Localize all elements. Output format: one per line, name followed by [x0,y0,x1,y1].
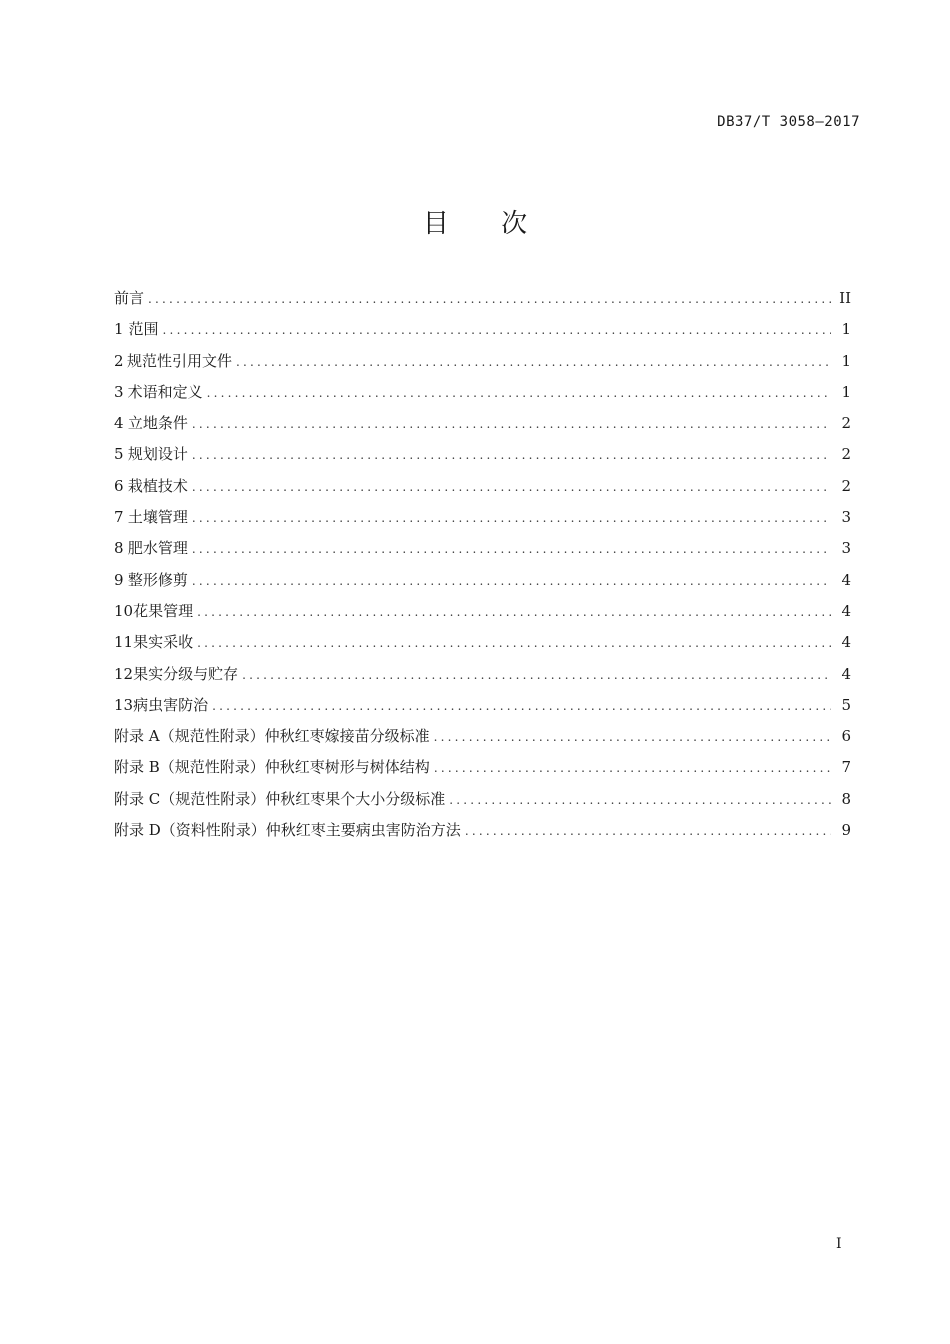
toc-entry-6[interactable] [114,474,851,505]
toc-entry-number: 7 [114,508,124,527]
dot-leader [236,350,831,374]
toc-entry-number: 5 [114,445,124,464]
toc-entry-page: 7 [841,758,851,777]
toc-entry-page: 1 [841,320,851,339]
toc-entry-10[interactable] [114,599,851,630]
toc-entry-appendix-c[interactable] [114,787,851,818]
footer-page-number: I [836,1236,842,1252]
toc-entry-label: 范围 [128,320,159,339]
toc-entry-page: 8 [841,789,851,808]
toc-entry-label: 果实采收 [133,633,194,652]
dot-leader [163,318,831,342]
toc-entry-number: 2 [114,351,124,370]
toc-entry-page: 2 [841,414,851,433]
toc-entry-9[interactable] [114,568,851,599]
dot-leader [192,537,831,561]
toc-entry-number: 9 [114,570,124,589]
dot-leader [465,819,831,843]
toc-entry-7[interactable] [114,505,851,536]
toc-entry-label: 病虫害防治 [133,695,209,714]
toc-entry-foreword[interactable] [114,286,851,317]
toc-entry-4[interactable] [114,411,851,442]
toc-entry-page: 4 [841,601,851,620]
toc-entry-label: 仲秋红枣树形与树体结构 [264,758,430,777]
toc-entry-number: 4 [114,414,124,433]
toc-entry-label: 规划设计 [127,445,188,464]
dot-leader [212,694,831,718]
toc-entry-label: 立地条件 [127,414,188,433]
toc-entry-number: 12 [114,664,134,683]
toc-entry-number: 11 [114,633,134,652]
toc-entry-label: 土壤管理 [127,508,188,527]
dot-leader [192,475,831,499]
toc-entry-label: 果实分级与贮存 [133,664,239,683]
toc-entry-appendix-b[interactable] [114,755,851,786]
toc-entry-8[interactable] [114,536,851,567]
toc-entry-page: 2 [841,476,851,495]
toc-entry-label: 花果管理 [133,601,194,620]
toc-entry-label: 仲秋红枣果个大小分级标准 [265,789,446,808]
toc-entry-number: 10 [114,601,134,620]
toc-entry-label: 肥水管理 [127,539,188,558]
dot-leader [192,412,831,436]
toc-entry-number: 6 [114,476,124,495]
toc-entry-page: 1 [841,382,851,401]
toc-entry-label: 规范性引用文件 [126,351,232,370]
toc-entry-3[interactable] [114,380,851,411]
toc-entry-page: 6 [841,727,851,746]
toc-entry-label: 整形修剪 [127,570,188,589]
page-title: 目 次 [422,209,550,239]
dot-leader [434,725,831,749]
toc-entry-label: 仲秋红枣嫁接苗分级标准 [264,727,430,746]
toc-entry-page: 4 [841,570,851,589]
standard-code: DB37/T 3058—2017 [717,114,860,130]
dot-leader [148,287,831,311]
toc-entry-page: 4 [841,664,851,683]
appendix-prefix: 附录 B（规范性附录） [114,758,265,777]
toc-entry-page: 9 [841,821,851,840]
dot-leader [192,569,831,593]
toc-entry-number: 13 [114,695,134,714]
dot-leader [192,443,831,467]
toc-entry-13[interactable] [114,693,851,724]
toc-entry-appendix-d[interactable] [114,818,851,849]
toc-entry-number: 1 [114,320,124,339]
toc-entry-page: 5 [841,695,851,714]
toc-entry-1[interactable] [114,317,851,348]
toc-entry-number: 3 [114,382,124,401]
appendix-prefix: 附录 C（规范性附录） [114,789,266,808]
toc-entry-label: 栽植技术 [127,476,188,495]
toc-entry-11[interactable] [114,630,851,661]
toc-entry-2[interactable] [114,349,851,380]
dot-leader [434,756,831,780]
toc-entry-page: 3 [841,539,851,558]
appendix-prefix: 附录 D（资料性附录） [114,821,266,840]
toc-entry-page: 1 [841,351,851,370]
toc-entry-label: 前言 [114,289,145,307]
dot-leader [207,381,831,405]
dot-leader [197,631,831,655]
toc-entry-page: 3 [841,508,851,527]
dot-leader [242,663,831,687]
table-of-contents [114,286,851,849]
toc-entry-appendix-a[interactable] [114,724,851,755]
dot-leader [449,788,831,812]
toc-entry-5[interactable] [114,442,851,473]
toc-entry-label: 仲秋红枣主要病虫害防治方法 [265,821,461,840]
dot-leader [192,506,831,530]
dot-leader [197,600,831,624]
toc-entry-page: 2 [841,445,851,464]
toc-entry-page: II [839,289,851,307]
toc-entry-number: 8 [114,539,124,558]
toc-entry-label: 术语和定义 [127,382,203,401]
appendix-prefix: 附录 A（规范性附录） [114,727,265,746]
toc-entry-12[interactable] [114,662,851,693]
toc-entry-page: 4 [841,633,851,652]
